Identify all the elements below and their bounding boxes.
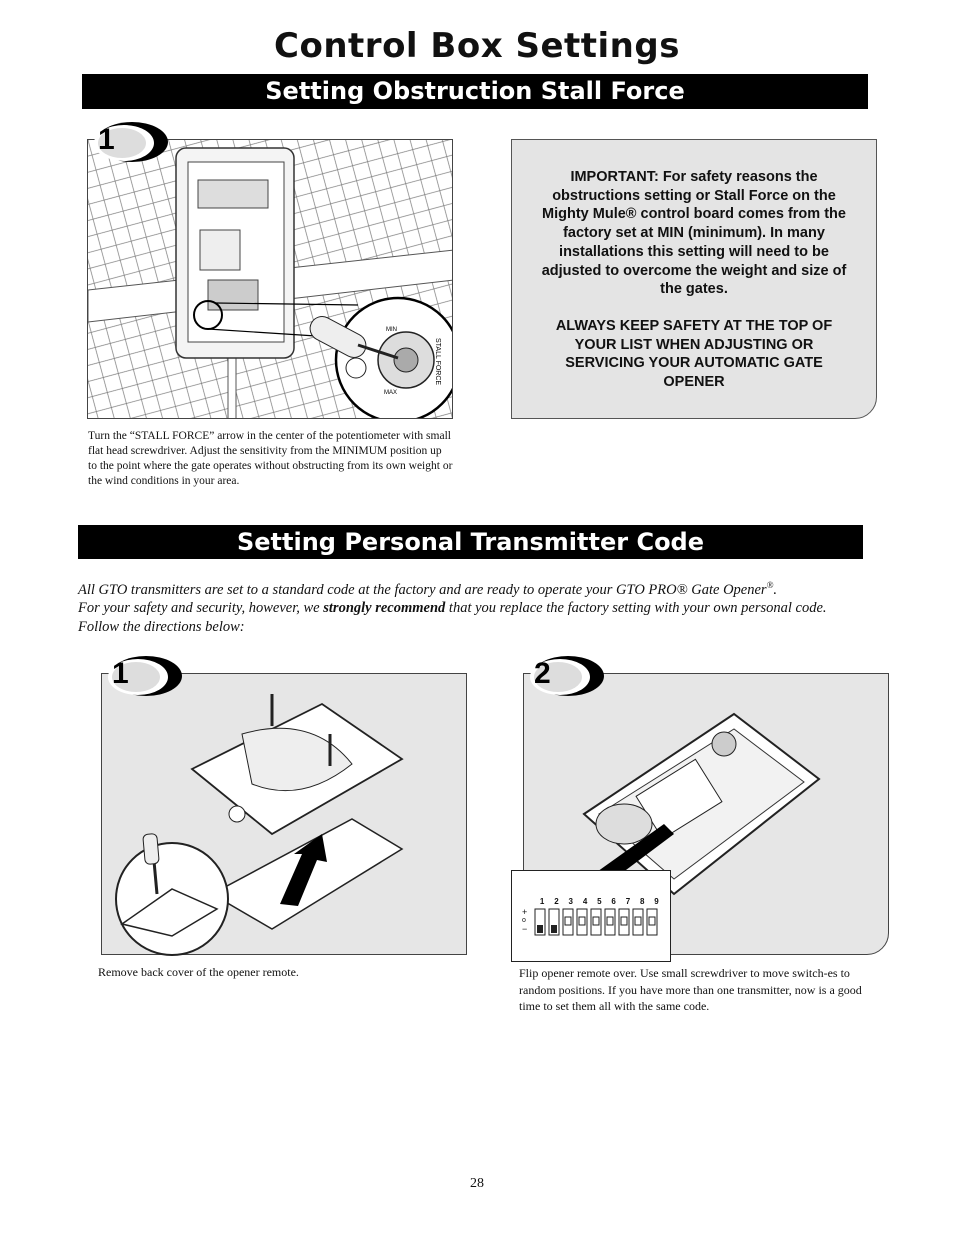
step-number: 2 bbox=[534, 657, 551, 690]
dial-max-label: MAX bbox=[384, 390, 398, 396]
dip-switch bbox=[577, 909, 587, 935]
dip-switch-bank bbox=[532, 907, 672, 947]
remove-cover-illustration bbox=[101, 673, 467, 955]
dip-switch bbox=[591, 909, 601, 935]
stall-force-caption: Turn the “STALL FORCE” arrow in the center of the potentiometer with small flat head screwdriver. Adjust the sensitivity from the MINIMUM position up to the point where the gate operates without obstructing from its own weight or the wind conditions in your area. bbox=[88, 430, 453, 487]
dip-number: 4 bbox=[582, 897, 588, 906]
intro-reg: ® bbox=[766, 580, 774, 590]
dip-switch bbox=[563, 909, 573, 935]
important-notice bbox=[511, 139, 877, 419]
dip-number: 1 bbox=[539, 897, 545, 906]
section-heading-stall-force bbox=[82, 74, 868, 109]
transmitter-intro bbox=[78, 576, 898, 636]
intro-bold: strongly recommend bbox=[323, 600, 446, 617]
dip-zero-label: o bbox=[522, 917, 526, 924]
dip-minus-label: − bbox=[522, 924, 528, 934]
page-title: Control Box Settings bbox=[274, 26, 680, 66]
dip-switch-inset bbox=[511, 870, 671, 962]
dip-switch bbox=[647, 909, 657, 935]
important-text: IMPORTANT: For safety reasons the obstructions setting or Stall Force on the Mighty Mule® control board comes from the factory set at MIN (minimum). In many installations this setting will need to be adjusted to overcome the weight and size of the gates. bbox=[541, 169, 847, 298]
dip-plus-label: + bbox=[522, 907, 528, 917]
dial-stall-force-label: STALL FORCE bbox=[434, 338, 441, 386]
dip-switch bbox=[633, 909, 643, 935]
dip-number: 8 bbox=[640, 897, 645, 906]
intro-line-1: All GTO transmitters are set to a standard code at the factory and are ready to operate your GTO PRO® Gate Opener bbox=[78, 581, 767, 598]
dip-switch-caption: Flip opener remote over. Use small screwdriver to move switch-es to random positions. If you have more than one transmitter, now is a good time to set them all with the same code. bbox=[519, 966, 862, 1013]
dip-number-row bbox=[535, 897, 664, 906]
step-number: 1 bbox=[112, 657, 129, 690]
section-heading-transmitter-code bbox=[78, 525, 863, 559]
dip-number: 9 bbox=[654, 897, 659, 906]
intro-line-2-start: For your safety and security, however, we bbox=[78, 600, 324, 617]
step-badge-dip bbox=[524, 652, 604, 703]
dip-number: 3 bbox=[568, 897, 573, 906]
step-number: 1 bbox=[98, 123, 115, 156]
dip-switch bbox=[605, 909, 615, 935]
dip-number: 7 bbox=[625, 897, 631, 906]
dip-number: 5 bbox=[597, 897, 602, 906]
step-badge-remove-cover bbox=[102, 652, 182, 703]
dial-min-label: MIN bbox=[386, 327, 397, 333]
dip-switch bbox=[549, 909, 559, 935]
section-heading-text: Setting Obstruction Stall Force bbox=[265, 77, 685, 105]
page-number: 28 bbox=[470, 1176, 484, 1191]
remove-cover-caption: Remove back cover of the opener remote. bbox=[98, 965, 299, 979]
dip-switch bbox=[619, 909, 629, 935]
intro-line-3: Follow the directions below: bbox=[78, 618, 245, 635]
step-badge-stall bbox=[88, 118, 168, 169]
control-box-drawing bbox=[88, 140, 453, 419]
dip-switch bbox=[535, 909, 545, 935]
dip-number: 2 bbox=[554, 897, 559, 906]
stall-force-illustration bbox=[87, 139, 453, 419]
section-heading-text: Setting Personal Transmitter Code bbox=[236, 528, 705, 556]
safety-text: ALWAYS KEEP SAFETY AT THE TOP OF YOUR LIST WHEN ADJUSTING OR SERVICING YOUR AUTOMATIC GATE OPENER bbox=[555, 317, 833, 391]
intro-line-1-end: . bbox=[773, 581, 778, 598]
intro-line-2-end: that you replace the factory setting with your own personal code. bbox=[445, 600, 827, 617]
remote-drawing bbox=[102, 674, 468, 956]
dip-number: 6 bbox=[611, 897, 616, 906]
